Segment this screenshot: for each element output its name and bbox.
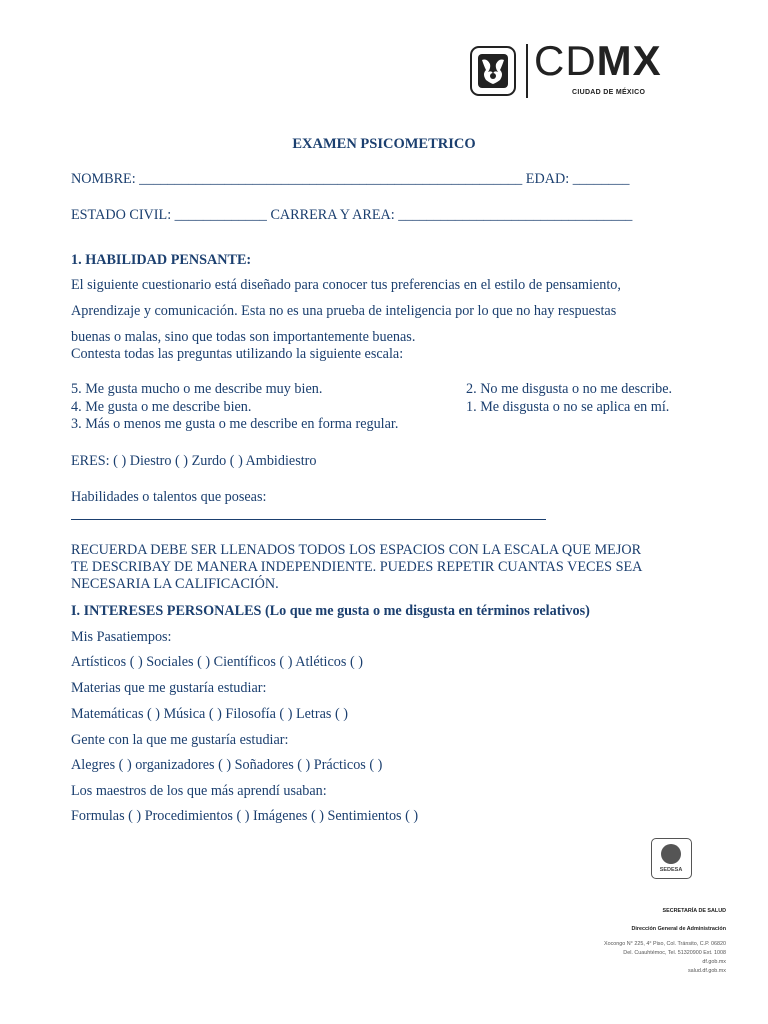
logo-divider: [526, 44, 528, 98]
footer-web-2: salud.df.gob.mx: [687, 968, 726, 974]
scale-item-2: 2. No me disgusta o no me describe.: [466, 381, 673, 397]
skills-label: Habilidades o talentos que poseas:: [71, 489, 267, 505]
sedesa-label: SEDESA: [659, 867, 683, 873]
section1-paragraph-3: buenas o malas, sino que todas son importantemente buenas.: [71, 329, 416, 345]
handedness-options[interactable]: ERES: ( ) Diestro ( ) Zurdo ( ) Ambidiestro: [71, 453, 317, 469]
brand-bold: MX: [596, 37, 662, 84]
section1-paragraph-1: El siguiente cuestionario está diseñado para conocer tus preferencias en el estilo de pensamiento,: [71, 277, 621, 293]
footer-address-1: Xocongo N° 225, 4° Piso, Col. Tránsito, C.P. 06820: [604, 941, 726, 947]
civil-status-career-field[interactable]: ESTADO CIVIL: _____________ CARRERA Y AREA: _________________________________: [71, 207, 633, 223]
scale-item-3: 3. Más o menos me gusta o me describe en forma regular.: [71, 416, 399, 432]
brand-subtitle: CIUDAD DE MÉXICO: [572, 89, 646, 96]
cdmx-emblem-logo: [470, 46, 516, 96]
section1-paragraph-4: Contesta todas las preguntas utilizando la siguiente escala:: [71, 346, 404, 362]
hobbies-label: Mis Pasatiempos:: [71, 629, 172, 645]
people-options[interactable]: Alegres ( ) organizadores ( ) Soñadores ( ) Prácticos ( ): [71, 757, 383, 773]
footer-secretaria: SECRETARÍA DE SALUD: [662, 908, 726, 914]
notice-line-1: RECUERDA DEBE SER LLENADOS TODOS LOS ESPACIOS CON LA ESCALA QUE MEJOR: [71, 542, 642, 558]
people-label: Gente con la que me gustaría estudiar:: [71, 732, 289, 748]
scale-item-1: 1. Me disgusta o no se aplica en mí.: [466, 399, 670, 415]
subjects-label: Materias que me gustaría estudiar:: [71, 680, 267, 696]
sedesa-logo: [651, 838, 692, 879]
notice-line-3: NECESARIA LA CALIFICACIÓN.: [71, 576, 279, 592]
page-title: EXAMEN PSICOMETRICO: [292, 136, 476, 152]
footer-address-2: Del. Cuauhtémoc, Tel. 51320900 Ext. 1008: [623, 950, 726, 956]
scale-item-5: 5. Me gusta mucho o me describe muy bien.: [71, 381, 323, 397]
brand-light: CD: [534, 37, 597, 84]
footer-direccion: Dirección General de Administración: [631, 926, 726, 932]
notice-line-2: TE DESCRIBAY DE MANERA INDEPENDIENTE. PUEDES REPETIR CUANTAS VECES SEA: [71, 559, 643, 575]
subjects-options[interactable]: Matemáticas ( ) Música ( ) Filosofía ( ) Letras ( ): [71, 706, 348, 722]
scale-item-4: 4. Me gusta o me describe bien.: [71, 399, 252, 415]
skills-answer-line[interactable]: [71, 519, 546, 520]
section1-paragraph-2: Aprendizaje y comunicación. Esta no es una prueba de inteligencia por lo que no hay respuestas: [71, 303, 617, 319]
sedesa-icon: [661, 844, 681, 864]
section2-heading: I. INTERESES PERSONALES (Lo que me gusta o me disgusta en términos relativos): [71, 603, 590, 619]
teachers-label: Los maestros de los que más aprendí usaban:: [71, 783, 327, 799]
hobbies-options[interactable]: Artísticos ( ) Sociales ( ) Científicos ( ) Atléticos ( ): [71, 654, 363, 670]
section1-heading: 1. HABILIDAD PENSANTE:: [71, 252, 252, 268]
emblem-icon: [478, 54, 508, 88]
footer-web-1: df.gob.mx: [702, 959, 726, 965]
teachers-options[interactable]: Formulas ( ) Procedimientos ( ) Imágenes ( ) Sentimientos ( ): [71, 808, 419, 824]
brand-name: [534, 37, 662, 84]
name-age-field[interactable]: NOMBRE: ______________________________________________________ EDAD: ________: [71, 171, 630, 187]
